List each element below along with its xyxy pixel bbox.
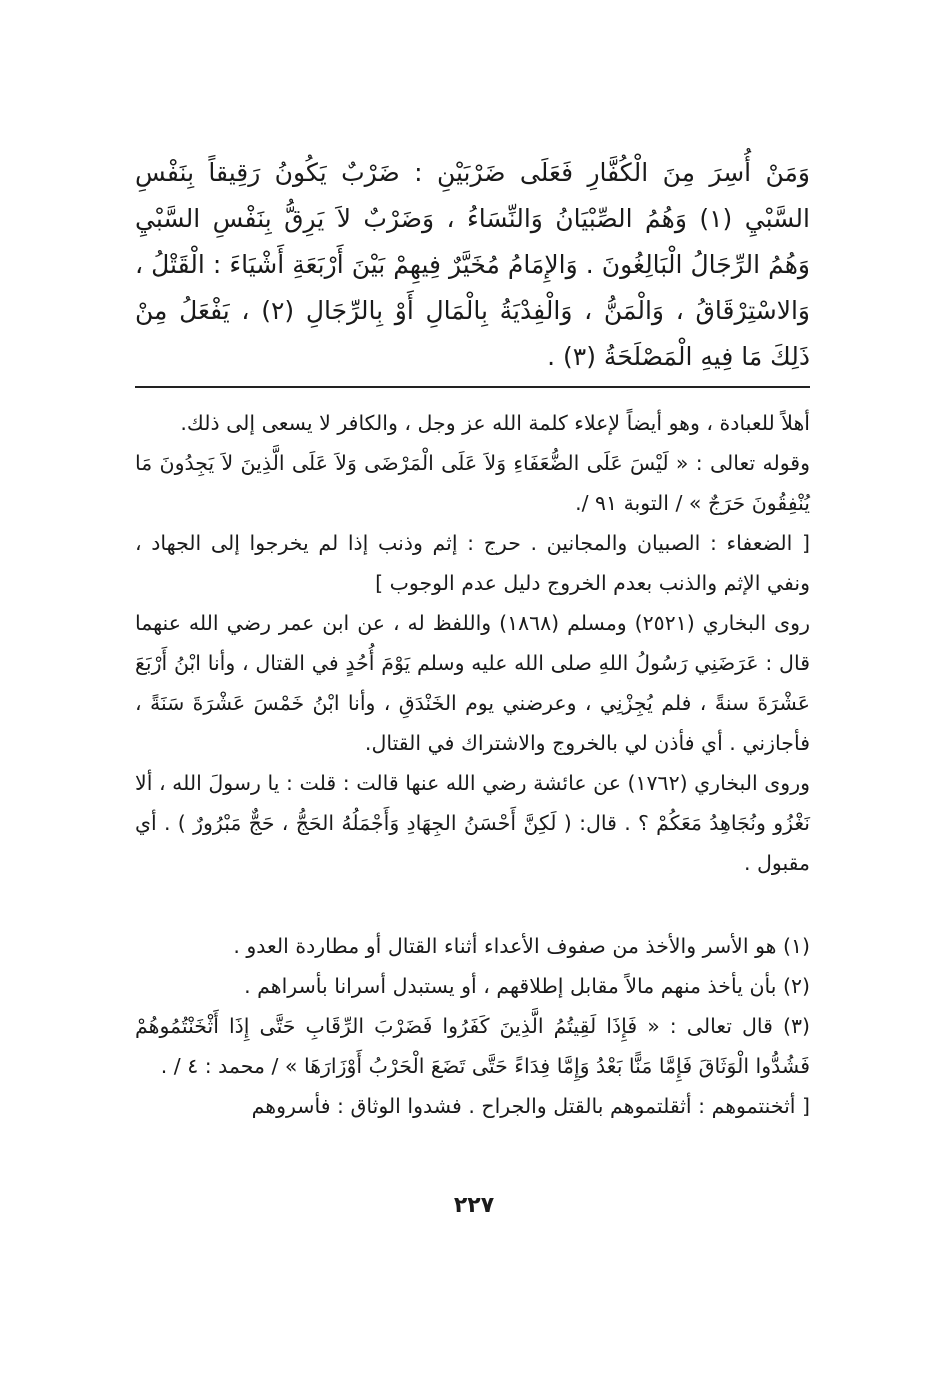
footnote-2: (٢) بأن يأخذ منهم مالاً مقابل إطلاقهم ، أو يستبدل أسرانا بأسراهم . xyxy=(244,974,810,998)
footnote-separator xyxy=(135,386,810,388)
commentary-paragraph-3: [ الضعفاء : الصبيان والمجانين . حرج : إثم وذنب إذا لم يخرجوا إلى الجهاد ، ونفي الإثم والذنب بعدم الخروج دليل عدم الوجوب ] xyxy=(135,531,810,595)
page-number: ٢٢٧ xyxy=(453,1193,495,1218)
commentary xyxy=(135,403,810,883)
commentary-paragraph-5: وروى البخاري (١٧٦٢) عن عائشة رضي الله عنها قالت : قلت : يا رسولَ الله ، ألا نَغْزُو ونُجَاهِدُ مَعَكُمْ ؟ . قال: ( لَكِنَّ أَحْسَنُ الجِهَادِ وَأَجْمَلُهُ الحَجُّ ، حَجٌّ مَبْرُورٌ ) . أي مقبول . xyxy=(135,771,810,875)
commentary-paragraph-4: روى البخاري (٢٥٢١) ومسلم (١٨٦٨) واللفظ له ، عن ابن عمر رضي الله عنهما قال : عَرَضَنِي رَسُولُ اللهِ صلى الله عليه وسلم يَوْمَ أُحُدٍ في القتال ، وأنا ابْنُ أَرْبَعَ عَشْرَةَ سنةً ، فلم يُجِزْنِي ، وعرضني يوم الخَنْدَقِ ، وأنا ابْنُ خَمْسَ عَشْرَةَ سَنَةً ، فأجازني . أي فأذن لي بالخروج والاشتراك في القتال. xyxy=(135,611,810,755)
main-text xyxy=(135,150,810,380)
main-paragraph: وَمَنْ أُسِرَ مِنَ الْكُفَّارِ فَعَلَى ضَرْبَيْنِ : ضَرْبٌ يَكُونُ رَقِيقاً بِنَفْسِ السَّبْيِ (١) وَهُمُ الصِّبْيَانُ وَالنِّسَاءُ ، وَضَرْبٌ لاَ يَرِقُّ بِنَفْسِ السَّبْيِ وَهُمُ الرِّجَالُ الْبَالِغُونَ . وَالإِمَامُ مُخَيَّرٌ فِيهِمْ بَيْنَ أَرْبَعَةِ أَشْيَاءَ : الْقَتْلُ ، وَالاسْتِرْقَاقُ ، وَالْمَنُّ ، وَالْفِدْيَةُ بِالْمَالِ أَوْ بِالرِّجَالِ (٢) ، يَفْعَلُ مِنْ ذَلِكَ مَا فِيهِ الْمَصْلَحَةُ (٣) . xyxy=(135,158,811,371)
commentary-paragraph-1: أهلاً للعبادة ، وهو أيضاً لإعلاء كلمة الله عز وجل ، والكافر لا يسعى إلى ذلك. xyxy=(180,411,810,435)
footnote-3: (٣) قال تعالى : « فَإِذَا لَقِيتُمُ الَّذِينَ كَفَرُوا فَضَرْبَ الرِّقَابِ حَتَّى إِذَا أَثْخَنْتُمُوهُمْ فَشُدُّوا الْوَثَاقَ فَإِمَّا مَنًّا بَعْدُ وَإِمَّا فِدَاءً حَتَّى تَضَعَ الْحَرْبُ أَوْزَارَهَا » / محمد : ٤ / . xyxy=(135,1014,810,1078)
footnotes xyxy=(135,926,810,1126)
footnote-4: [ أثخنتموهم : أثقلتموهم بالقتل والجراح . فشدوا الوثاق : فأسروهم xyxy=(251,1094,810,1118)
commentary-paragraph-2: وقوله تعالى : « لَيْسَ عَلَى الضُّعَفَاءِ وَلاَ عَلَى الْمَرْضَى وَلاَ عَلَى الَّذِينَ لاَ يَجِدُونَ مَا يُنْفِقُونَ حَرَجٌ » / التوبة ٩١ /. xyxy=(135,451,810,515)
footnote-1: (١) هو الأسر والأخذ من صفوف الأعداء أثناء القتال أو مطاردة العدو . xyxy=(233,934,810,958)
